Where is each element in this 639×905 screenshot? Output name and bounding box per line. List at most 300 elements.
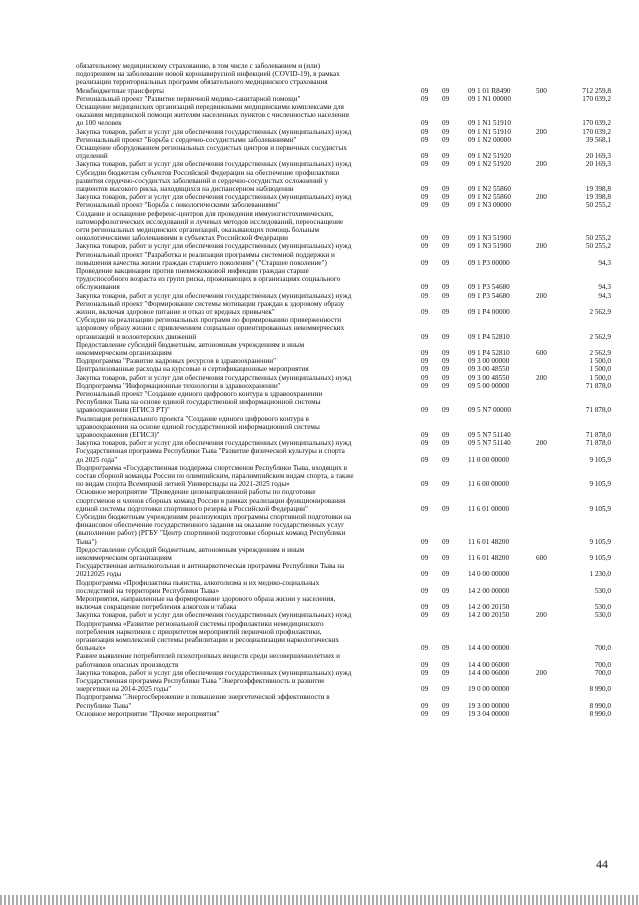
target-article-code: 09 1 N1 51910 bbox=[468, 119, 511, 128]
target-article-code: 19 3 04 00000 bbox=[468, 709, 510, 718]
target-article-code: 09 1 N3 51900 bbox=[468, 234, 511, 243]
target-article-code: 09 1 P4 00000 bbox=[468, 307, 510, 316]
target-article-code: 19 0 00 00000 bbox=[468, 685, 510, 694]
section-code: 09 bbox=[421, 660, 429, 669]
target-article-code: 09 5 N7 51140 bbox=[468, 430, 511, 439]
subsection-code: 09 bbox=[442, 357, 450, 366]
table-row bbox=[76, 87, 616, 95]
section-code: 09 bbox=[421, 135, 429, 144]
row-description bbox=[76, 267, 416, 292]
section-code: 09 bbox=[421, 258, 429, 267]
description-line: Субсидии на реализацию региональных программ по формированию приверженности bbox=[76, 316, 342, 325]
amount: 530,0 bbox=[594, 586, 611, 595]
description-line: единой системы подготовки спортивного резерва в Российской Федерации" bbox=[76, 504, 308, 513]
amount: 94,3 bbox=[598, 258, 611, 267]
table-row bbox=[76, 595, 616, 611]
amount: 94,3 bbox=[598, 283, 611, 292]
amount: 170 039,2 bbox=[582, 127, 611, 136]
target-article-code: 09 1 N2 51920 bbox=[468, 160, 511, 169]
subsection-code: 09 bbox=[442, 603, 450, 612]
description-line: Закупка товаров, работ и услуг для обеспечения государственных (муниципальных) нужд bbox=[76, 242, 352, 251]
table-row bbox=[76, 292, 616, 300]
amount: 9 105,9 bbox=[589, 480, 611, 489]
amount: 170 039,2 bbox=[582, 119, 611, 128]
section-code: 09 bbox=[421, 127, 429, 136]
subsection-code: 09 bbox=[442, 119, 450, 128]
row-description bbox=[76, 415, 416, 440]
description-line: Региональный проект "Формирование системы мотивации граждан к здоровому образу bbox=[76, 299, 345, 308]
row-description bbox=[76, 447, 416, 463]
amount: 94,3 bbox=[598, 291, 611, 300]
row-description bbox=[76, 160, 416, 168]
row-description bbox=[76, 365, 416, 373]
section-code: 09 bbox=[421, 160, 429, 169]
amount: 1 500,0 bbox=[589, 357, 611, 366]
description-line: Региональный проект "Развитие первичной медико-санитарной помощи" bbox=[76, 94, 301, 103]
description-line: оказания медицинской помощи жителям населенных пунктов с численностью населения bbox=[76, 111, 349, 120]
row-description bbox=[76, 710, 416, 718]
subsection-code: 09 bbox=[442, 184, 450, 193]
description-line: здоровому образу жизни с привлечением социально ориентированных некоммерческих bbox=[76, 324, 345, 333]
description-line: до 100 человек bbox=[76, 119, 122, 128]
section-code: 09 bbox=[421, 701, 429, 710]
row-description bbox=[76, 341, 416, 357]
section-code: 09 bbox=[421, 603, 429, 612]
row-description bbox=[76, 316, 416, 341]
subsection-code: 09 bbox=[442, 201, 450, 210]
subsection-code: 09 bbox=[442, 332, 450, 341]
row-description bbox=[76, 652, 416, 668]
row-description bbox=[76, 464, 416, 489]
table-row bbox=[76, 136, 616, 144]
amount: 71 878,0 bbox=[585, 381, 611, 390]
description-line: Государственная программа Республики Тыва "Развитие физической культуры и спорта bbox=[76, 447, 345, 456]
row-description bbox=[76, 546, 416, 562]
section-code: 09 bbox=[421, 709, 429, 718]
amount: 8 990,0 bbox=[589, 701, 611, 710]
description-line: Предоставление субсидий бюджетным, автономным учреждениям и иным bbox=[76, 340, 305, 349]
target-article-code: 09 1 P4 52810 bbox=[468, 348, 510, 357]
section-code: 09 bbox=[421, 685, 429, 694]
row-description bbox=[76, 382, 416, 390]
subsection-code: 09 bbox=[442, 611, 450, 620]
target-article-code: 09 3 00 48550 bbox=[468, 373, 510, 382]
table-row bbox=[76, 390, 616, 415]
subsection-code: 09 bbox=[442, 283, 450, 292]
amount: 19 398,8 bbox=[585, 193, 611, 202]
description-line: обслуживания bbox=[76, 283, 120, 292]
target-article-code: 19 3 00 00000 bbox=[468, 701, 510, 710]
expense-type-code: 200 bbox=[536, 291, 547, 300]
description-line: 20212025 годы bbox=[76, 570, 122, 579]
description-line: отделений bbox=[76, 152, 108, 161]
table-row bbox=[76, 710, 616, 718]
row-description bbox=[76, 292, 416, 300]
description-line: Закупка товаров, работ и услуг для обеспечения государственных (муниципальных) нужд bbox=[76, 611, 352, 620]
amount: 1 500,0 bbox=[589, 373, 611, 382]
description-line: организация комплексной системы реабилитации и ресоциализации наркологических bbox=[76, 636, 340, 644]
table-row bbox=[76, 341, 616, 357]
section-code: 09 bbox=[421, 586, 429, 595]
row-description bbox=[76, 62, 416, 87]
section-code: 09 bbox=[421, 348, 429, 357]
section-code: 09 bbox=[421, 644, 429, 653]
description-line: Закупка товаров, работ и услуг для обеспечения государственных (муниципальных) нужд bbox=[76, 160, 352, 169]
description-line: сети региональных медицинских организаций, оказывающих помощь больным bbox=[76, 226, 320, 234]
target-article-code: 14 2 00 20150 bbox=[468, 603, 510, 612]
amount: 19 398,8 bbox=[585, 184, 611, 193]
subsection-code: 09 bbox=[442, 668, 450, 677]
description-line: подозрением на заболевание новой коронавирусной инфекцией (COVID-19), в рамках bbox=[76, 70, 340, 79]
target-article-code: 11 6 00 00000 bbox=[468, 480, 510, 489]
table-row bbox=[76, 439, 616, 447]
section-code: 09 bbox=[421, 307, 429, 316]
amount: 20 169,3 bbox=[585, 152, 611, 161]
description-line: Тыва") bbox=[76, 537, 97, 546]
description-line: Субсидии бюджетным учреждениям реализующих программы спортивной подготовки на bbox=[76, 513, 352, 521]
amount: 530,0 bbox=[594, 603, 611, 612]
description-line: последствий на территории Республики Тыва» bbox=[76, 586, 220, 595]
table-row bbox=[76, 160, 616, 168]
expense-type-code: 500 bbox=[536, 86, 547, 95]
section-code: 09 bbox=[421, 381, 429, 390]
table-row bbox=[76, 693, 616, 709]
target-article-code: 09 3 00 00000 bbox=[468, 357, 510, 366]
row-description bbox=[76, 611, 416, 619]
table-row bbox=[76, 300, 616, 316]
description-line: Оснащение оборудованием региональных сосудистых центров и первичных сосудистых bbox=[76, 144, 347, 152]
table-row bbox=[76, 267, 616, 292]
description-line: Подпрограмма "Развитие кадровых ресурсов в здравоохранении" bbox=[76, 357, 277, 366]
target-article-code: 11 6 01 48200 bbox=[468, 553, 510, 562]
section-code: 09 bbox=[421, 480, 429, 489]
description-line: Закупка товаров, работ и услуг для обеспечения государственных (муниципальных) нужд bbox=[76, 668, 352, 677]
description-line: Региональный проект "Борьба с сердечно-сосудистыми заболеваниями" bbox=[76, 135, 297, 144]
table-row bbox=[76, 652, 616, 668]
subsection-code: 09 bbox=[442, 127, 450, 136]
description-line: трудоспособного возраста из групп риска, проживающих в организациях социального bbox=[76, 275, 341, 284]
table-row bbox=[76, 251, 616, 267]
description-line: пациентов высокого риска, находящихся на диспансерном наблюдении bbox=[76, 185, 294, 193]
description-line: Мероприятия, направленные на формирование здорового образа жизни у населения, bbox=[76, 595, 336, 603]
amount: 530,0 bbox=[594, 611, 611, 620]
row-description bbox=[76, 87, 416, 95]
page-number: 44 bbox=[596, 857, 608, 871]
subsection-code: 09 bbox=[442, 348, 450, 357]
row-description bbox=[76, 210, 416, 243]
expense-type-code: 200 bbox=[536, 193, 547, 202]
table-row bbox=[76, 144, 616, 160]
subsection-code: 09 bbox=[442, 258, 450, 267]
amount: 170 039,2 bbox=[582, 94, 611, 103]
table-row bbox=[76, 242, 616, 250]
subsection-code: 09 bbox=[442, 193, 450, 202]
target-article-code: 09 1 N2 55860 bbox=[468, 184, 511, 193]
table-row bbox=[76, 620, 616, 653]
section-code: 09 bbox=[421, 365, 429, 374]
description-line: здравоохранения (ЕГИСЗ)" bbox=[76, 431, 160, 439]
table-row bbox=[76, 62, 616, 87]
section-code: 09 bbox=[421, 152, 429, 161]
description-line: по видам спорта Всемирной летней Универсиады на 2021-2025 годы» bbox=[76, 480, 290, 489]
subsection-code: 09 bbox=[442, 439, 450, 448]
section-code: 09 bbox=[421, 406, 429, 415]
subsection-code: 09 bbox=[442, 152, 450, 161]
table-row bbox=[76, 103, 616, 128]
target-article-code: 11 6 01 00000 bbox=[468, 504, 510, 513]
section-code: 09 bbox=[421, 184, 429, 193]
section-code: 09 bbox=[421, 537, 429, 546]
row-description bbox=[76, 513, 416, 546]
table-row bbox=[76, 488, 616, 513]
description-line: Закупка товаров, работ и услуг для обеспечения государственных (муниципальных) нужд bbox=[76, 291, 352, 300]
row-description bbox=[76, 620, 416, 653]
description-line: Межбюджетные трансферты bbox=[76, 86, 164, 95]
target-article-code: 09 1 01 R8490 bbox=[468, 86, 511, 95]
amount: 39 568,1 bbox=[585, 135, 611, 144]
subsection-code: 09 bbox=[442, 480, 450, 489]
subsection-code: 09 bbox=[442, 234, 450, 243]
section-code: 09 bbox=[421, 193, 429, 202]
table-row bbox=[76, 201, 616, 209]
description-line: Государственная антиалкогольная и антинаркотическая программа Республики Тыва на bbox=[76, 562, 345, 571]
row-description bbox=[76, 488, 416, 513]
section-code: 09 bbox=[421, 242, 429, 251]
description-line: Субсидии бюджетам субъектов Российской Федерации на обеспечение профилактики bbox=[76, 168, 340, 177]
description-line: Закупка товаров, работ и услуг для обеспечения государственных (муниципальных) нужд bbox=[76, 439, 352, 448]
table-row bbox=[76, 210, 616, 243]
row-description bbox=[76, 144, 416, 160]
description-line: состав сборной команды России по олимпийским, паралимпийским видам спорта, а также bbox=[76, 472, 354, 480]
amount: 50 255,2 bbox=[585, 201, 611, 210]
expense-type-code: 200 bbox=[536, 611, 547, 620]
row-description bbox=[76, 128, 416, 136]
row-description bbox=[76, 357, 416, 365]
subsection-code: 09 bbox=[442, 644, 450, 653]
table-row bbox=[76, 415, 616, 440]
row-description bbox=[76, 374, 416, 382]
target-article-code: 09 5 N7 51140 bbox=[468, 439, 511, 448]
expense-type-code: 200 bbox=[536, 242, 547, 251]
row-description bbox=[76, 300, 416, 316]
target-article-code: 09 1 P4 52810 bbox=[468, 332, 510, 341]
amount: 50 255,2 bbox=[585, 242, 611, 251]
target-article-code: 14 4 00 06000 bbox=[468, 668, 510, 677]
description-line: (выполнение работ) (РГБУ "Центр спортивной подготовки сборных команд Республики bbox=[76, 529, 346, 538]
target-article-code: 09 1 P3 54680 bbox=[468, 283, 510, 292]
target-article-code: 14 0 00 00000 bbox=[468, 570, 510, 579]
subsection-code: 09 bbox=[442, 455, 450, 464]
expense-type-code: 200 bbox=[536, 668, 547, 677]
description-line: Подпрограмма «Профилактика пьянства, алкоголизма и их медико-социальных bbox=[76, 578, 320, 587]
section-code: 09 bbox=[421, 86, 429, 95]
target-article-code: 14 4 00 06000 bbox=[468, 660, 510, 669]
section-code: 09 bbox=[421, 611, 429, 620]
section-code: 09 bbox=[421, 283, 429, 292]
description-line: Основное мероприятие "Прочие мероприятия" bbox=[76, 709, 220, 718]
target-article-code: 09 5 N7 00000 bbox=[468, 406, 511, 415]
description-line: Региональный проект "Разработка и реализация программы системной поддержки и bbox=[76, 250, 335, 259]
description-line: включая сокращение потребления алкоголя и табака bbox=[76, 603, 237, 612]
section-code: 09 bbox=[421, 119, 429, 128]
subsection-code: 09 bbox=[442, 94, 450, 103]
subsection-code: 09 bbox=[442, 660, 450, 669]
expense-type-code: 600 bbox=[536, 348, 547, 357]
row-description bbox=[76, 669, 416, 677]
row-description bbox=[76, 242, 416, 250]
amount: 9 105,9 bbox=[589, 504, 611, 513]
description-line: некоммерческим организациям bbox=[76, 554, 172, 562]
target-article-code: 09 1 N1 00000 bbox=[468, 94, 511, 103]
subsection-code: 09 bbox=[442, 373, 450, 382]
target-article-code: 09 1 N3 51900 bbox=[468, 242, 511, 251]
table-row bbox=[76, 562, 616, 578]
subsection-code: 09 bbox=[442, 553, 450, 562]
description-line: Оснащение медицинских организаций передвижными медицинскими комплексами для bbox=[76, 103, 344, 111]
row-description bbox=[76, 439, 416, 447]
amount: 2 562,9 bbox=[589, 332, 611, 341]
section-code: 09 bbox=[421, 455, 429, 464]
description-line: Республики Тыва на основе единой государственной информационной системы bbox=[76, 398, 321, 407]
target-article-code: 11 0 00 00000 bbox=[468, 455, 510, 464]
section-code: 09 bbox=[421, 357, 429, 366]
description-line: Централизованные расходы на курсовые и сертификационные мероприятия bbox=[76, 365, 309, 374]
description-line: Подпрограмма «Государственная поддержка спортсменов Республики Тыва, входящих в bbox=[76, 463, 348, 472]
amount: 700,0 bbox=[594, 660, 611, 669]
target-article-code: 14 2 00 20150 bbox=[468, 611, 510, 620]
subsection-code: 09 bbox=[442, 291, 450, 300]
description-line: Региональный проект "Создание единого цифрового контура в здравоохранении bbox=[76, 390, 323, 398]
amount: 20 169,3 bbox=[585, 160, 611, 169]
target-article-code: 14 4 00 00000 bbox=[468, 644, 510, 653]
row-description bbox=[76, 677, 416, 693]
row-description bbox=[76, 595, 416, 611]
description-line: Государственная программа Республики Тыва "Энергоэффективность и развитие bbox=[76, 677, 325, 685]
amount: 2 562,9 bbox=[589, 307, 611, 316]
description-line: Республике Тыва" bbox=[76, 701, 132, 710]
target-article-code: 09 1 N2 00000 bbox=[468, 135, 511, 144]
target-article-code: 09 1 N2 55860 bbox=[468, 193, 511, 202]
amount: 9 105,9 bbox=[589, 553, 611, 562]
section-code: 09 bbox=[421, 94, 429, 103]
amount: 71 878,0 bbox=[585, 430, 611, 439]
description-line: Основное мероприятие "Проведение целенаправленной работы по подготовке bbox=[76, 488, 316, 497]
table-row bbox=[76, 669, 616, 677]
description-line: Подпрограмма "Энергосбережение и повышение энергетической эффективности в bbox=[76, 693, 330, 702]
table-row bbox=[76, 382, 616, 390]
expense-type-code: 600 bbox=[536, 553, 547, 562]
table-row bbox=[76, 579, 616, 595]
table-row bbox=[76, 513, 616, 546]
section-code: 09 bbox=[421, 201, 429, 210]
description-line: спортсменов и членов сборных команд России в рамках реализации функционирования bbox=[76, 496, 346, 505]
subsection-code: 09 bbox=[442, 586, 450, 595]
subsection-code: 09 bbox=[442, 685, 450, 694]
description-line: работников опасных производств bbox=[76, 660, 179, 669]
expense-type-code: 200 bbox=[536, 373, 547, 382]
section-code: 09 bbox=[421, 668, 429, 677]
description-line: организаций и волонтерских движений bbox=[76, 332, 197, 341]
description-line: обязательному медицинскому страхованию, в том числе с заболеванием и (или) bbox=[76, 62, 320, 70]
section-code: 09 bbox=[421, 332, 429, 341]
description-line: здравоохранения (ЕГИСЗ РТ)" bbox=[76, 406, 170, 415]
table-row bbox=[76, 464, 616, 489]
target-article-code: 09 5 00 00000 bbox=[468, 381, 510, 390]
amount: 712 259,8 bbox=[582, 86, 611, 95]
subsection-code: 09 bbox=[442, 430, 450, 439]
subsection-code: 09 bbox=[442, 701, 450, 710]
description-line: здравоохранении на основе единой государственной информационной системы bbox=[76, 422, 320, 431]
description-line: финансовое обеспечение государственного задания на оказание государственных услуг bbox=[76, 521, 345, 530]
scan-edge bbox=[0, 895, 639, 905]
amount: 1 230,0 bbox=[589, 570, 611, 579]
description-line: патоморфологических исследований и лучевых методов исследований, переоснащение bbox=[76, 217, 344, 226]
subsection-code: 09 bbox=[442, 709, 450, 718]
description-line: Проведение вакцинации против пневмококковой инфекции граждан старше bbox=[76, 267, 309, 275]
description-line: развития сердечно-сосудистых заболеваний и сердечно-сосудистых осложнений у bbox=[76, 176, 328, 185]
amount: 2 562,9 bbox=[589, 348, 611, 357]
amount: 700,0 bbox=[594, 644, 611, 653]
subsection-code: 09 bbox=[442, 537, 450, 546]
subsection-code: 09 bbox=[442, 504, 450, 513]
row-description bbox=[76, 193, 416, 201]
row-description bbox=[76, 95, 416, 103]
table-row bbox=[76, 95, 616, 103]
target-article-code: 09 1 N2 51920 bbox=[468, 152, 511, 161]
subsection-code: 09 bbox=[442, 160, 450, 169]
subsection-code: 09 bbox=[442, 307, 450, 316]
description-line: жизни, включая здоровое питание и отказ от вредных привычек" bbox=[76, 308, 275, 316]
target-article-code: 09 1 P3 00000 bbox=[468, 258, 510, 267]
amount: 50 255,2 bbox=[585, 234, 611, 243]
table-row bbox=[76, 193, 616, 201]
target-article-code: 14 2 00 00000 bbox=[468, 586, 510, 595]
description-line: Закупка товаров, работ и услуг для обеспечения государственных (муниципальных) нужд bbox=[76, 127, 352, 136]
subsection-code: 09 bbox=[442, 135, 450, 144]
subsection-code: 09 bbox=[442, 381, 450, 390]
section-code: 09 bbox=[421, 570, 429, 579]
row-description bbox=[76, 251, 416, 267]
section-code: 09 bbox=[421, 439, 429, 448]
description-line: Раннее выявление потребителей психотропных веществ среди несовершеннолетних и bbox=[76, 652, 341, 661]
section-code: 09 bbox=[421, 553, 429, 562]
table-row bbox=[76, 365, 616, 373]
amount: 9 105,9 bbox=[589, 455, 611, 464]
row-description bbox=[76, 136, 416, 144]
table-row bbox=[76, 357, 616, 365]
target-article-code: 09 3 00 48550 bbox=[468, 365, 510, 374]
subsection-code: 09 bbox=[442, 86, 450, 95]
amount: 1 500,0 bbox=[589, 365, 611, 374]
expense-type-code: 200 bbox=[536, 127, 547, 136]
table-row bbox=[76, 677, 616, 693]
description-line: онкологическими заболеваниями в субъектах Российской Федерации bbox=[76, 234, 288, 243]
description-line: Подпрограмма "Информационные технологии в здравоохранении" bbox=[76, 381, 281, 390]
description-line: энергетики на 2014-2025 годы" bbox=[76, 685, 172, 694]
description-line: Закупка товаров, работ и услуг для обеспечения государственных (муниципальных) нужд bbox=[76, 373, 352, 382]
description-line: некоммерческим организациям bbox=[76, 349, 172, 357]
subsection-code: 09 bbox=[442, 365, 450, 374]
subsection-code: 09 bbox=[442, 406, 450, 415]
amount: 8 990,0 bbox=[589, 685, 611, 694]
target-article-code: 09 1 N3 00000 bbox=[468, 201, 511, 210]
expense-type-code: 200 bbox=[536, 439, 547, 448]
row-description bbox=[76, 201, 416, 209]
expense-type-code: 200 bbox=[536, 160, 547, 169]
target-article-code: 11 6 01 48200 bbox=[468, 537, 510, 546]
row-description bbox=[76, 169, 416, 194]
subsection-code: 09 bbox=[442, 570, 450, 579]
